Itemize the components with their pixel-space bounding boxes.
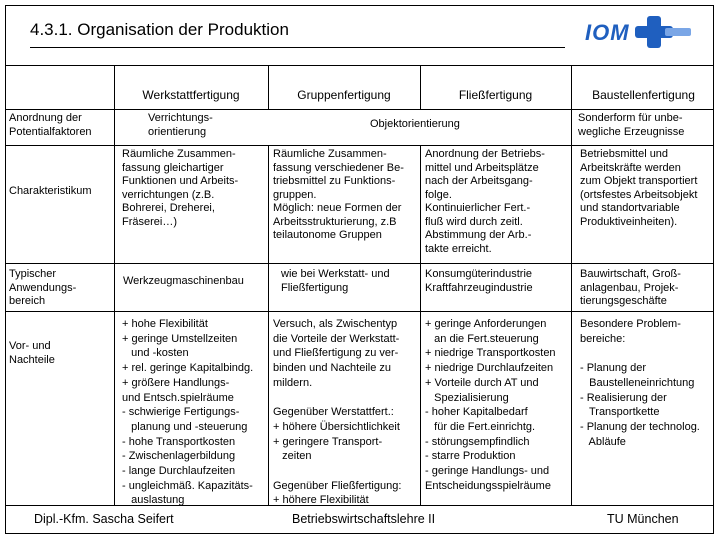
vornachteile-gruppe: Versuch, als Zwischentyp die Vorteile der Werkstatt- und Fließfertigung zu ver- binden und Nachteile zu mildern. Gegenüber Werstattfert.: + höhere Übersichtlichkeit + geringere Transport- zeiten Gegenüber Fließfertigung: + höhere Flexibilität [273,318,402,507]
col-header-gruppe: Gruppenfertigung [297,88,391,102]
title-underline [30,47,565,48]
charakteristikum-gruppe: Räumliche Zusammen- fassung verschiedener Be- triebsmittel zu Funktions- gruppen. Möglich: neue Formen der Arbeitsstrukturierung, z.B teilautonome Gruppen [273,148,404,241]
col-rule-3b [420,145,421,505]
footer-author: Dipl.-Kfm. Sascha Seifert [34,512,174,526]
col-header-fliess: Fließfertigung [458,88,533,102]
anwendung-baustelle: Bauwirtschaft, Groß- anlagenbau, Projek- tierungsgeschäfte [580,268,681,307]
row-rule-1 [5,145,714,146]
row-rule-2 [5,263,714,264]
col-rule-3 [420,65,421,109]
header-rule [5,109,714,110]
anwendung-fliess: Konsumgüterindustrie Kraftfahrzeugindustrie [425,268,533,294]
col-rule-1 [114,65,115,505]
vornachteile-baustelle: Besondere Problem- bereiche: - Planung der Baustelleneinrichtung - Realisierung der Transportkette - Planung der technolog. Abläufe [580,318,700,448]
col-rule-2b [268,145,269,505]
col-header-baustelle: Baustellenfertigung [592,88,695,102]
row-label-vornachteile: Vor- und Nachteile [9,340,55,366]
row-label-anwendung: Typischer Anwendungs- bereich [9,268,77,307]
logo-cross-icon [625,14,695,50]
anwendung-werkstatt: Werkzeugmaschinenbau [123,275,244,287]
row-label-charakteristikum: Charakteristikum [9,185,92,197]
charakteristikum-baustelle: Betriebsmittel und Arbeitskräfte werden zum Objekt transportiert (ortsfestes Arbeitsobjekt und standortvariable Produktiveinheiten). [580,148,698,228]
charakteristikum-werkstatt: Räumliche Zusammen- fassung gleichartiger Funktionen und Arbeits- verrichtungen (z.B. Bohrerei, Dreherei, Fräserei…) [122,148,239,228]
charakteristikum-fliess: Anordnung der Betriebs- mittel und Arbeitsplätze nach der Arbeitsgang- folge. Kontinuierlicher Fert.- fluß wird durch zeitl. Abstimmung der Arb.- takte erreicht. [425,148,545,255]
table-top-rule [5,65,714,66]
vornachteile-fliess: + geringe Anforderungen an die Fert.steuerung + niedrige Transportkosten + niedrige Durchlaufzeiten + Vorteile durch AT und Spezialisierung - hoher Kapitalbedarf für die Fert.einrichtg. - störungsempfindlich - starre Produktion - geringe Handlungs- und Entscheidungsspielräume [425,318,556,492]
page-title: 4.3.1. Organisation der Produktion [30,20,289,39]
col-rule-2 [268,65,269,109]
anordnung-objekt: Objektorientierung [370,118,460,130]
anordnung-baustelle: Sonderform für unbe- wegliche Erzeugnisse [578,112,685,138]
col-rule-4 [571,65,572,505]
footer-course: Betriebswirtschaftslehre II [292,512,436,526]
iom-logo [585,14,695,50]
anordnung-werkstatt: Verrichtungs- orientierung [148,112,213,138]
footer-university: TU München [607,512,679,526]
col-header-werkstatt: Werkstattfertigung [142,88,240,102]
anwendung-gruppe: wie bei Werkstatt- und Fließfertigung [281,268,390,294]
logo-text: IOM [585,20,630,45]
vornachteile-werkstatt: + hohe Flexibilität + geringe Umstellzeiten und -kosten + rel. geringe Kapitalbindg. + größere Handlungs- und Entsch.spielräume - schwierige Fertigungs- planung und -steuerung - hohe Transportkosten - Zwischenlagerbildung - lange Durchlaufzeiten - ungleichmäß. Kapazitäts- auslastung [122,318,254,507]
row-rule-3 [5,311,714,312]
row-label-anordnung: Anordnung der Potentialfaktoren [9,112,92,138]
